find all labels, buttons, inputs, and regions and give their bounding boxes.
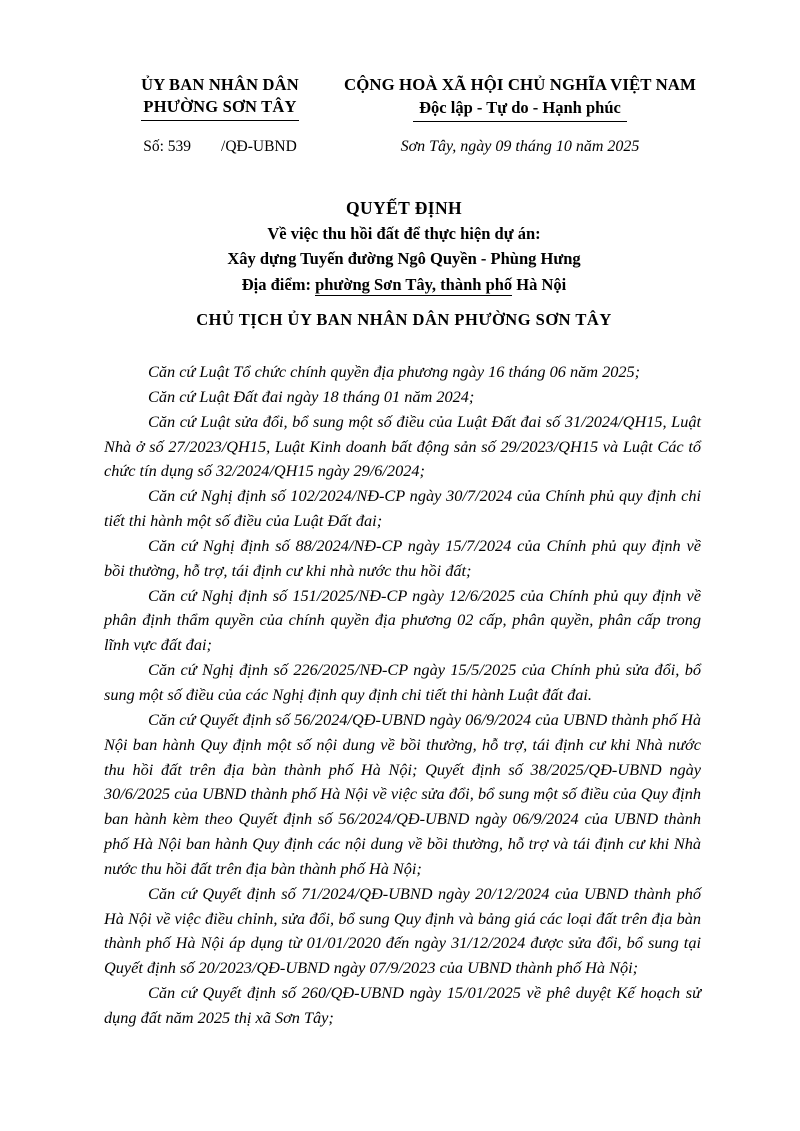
national-motto: Độc lập - Tự do - Hạnh phúc <box>413 97 627 122</box>
document-number-block <box>104 138 336 156</box>
issuing-authority-heading: CHỦ TỊCH ỦY BAN NHÂN DÂN PHƯỜNG SƠN TÂY <box>196 310 612 329</box>
legal-basis-paragraph: Căn cứ Quyết định số 56/2024/QĐ-UBND ngày 06/9/2024 của UBND thành phố Hà Nội ban hành Quy định một số nội dung về bồi thường, hỗ trợ, tái định cư khi Nhà nước thu hồi đất trên địa bàn thành phố Hà Nội; Quyết định số 38/2025/QĐ-UBND ngày 30/6/2025 của UBND thành phố Hà Nội về việc sửa đổi, bổ sung một số điều của Quy định ban hành kèm theo Quyết định số 56/2024/QĐ-UBND ngày 06/9/2024 của UBND thành phố Hà Nội ban hành Quy định các nội dung về bồi thường, hỗ trợ và tái định cư khi Nhà nước thu hồi đất trên địa bàn thành phố Hà Nội; <box>104 709 701 878</box>
issuer-line-2: PHƯỜNG SƠN TÂY <box>141 96 298 121</box>
legal-basis-paragraph: Căn cứ Luật Đất đai ngày 18 tháng 01 năm 2024; <box>148 386 475 406</box>
location-suffix: Hà Nội <box>512 274 567 294</box>
document-title-block <box>104 196 704 297</box>
issuer-line-1: ỦY BAN NHÂN DÂN <box>141 75 299 94</box>
location-prefix: Địa điểm: <box>241 274 316 294</box>
document-body <box>104 360 701 1031</box>
document-number-suffix: /QĐ-UBND <box>221 138 297 155</box>
number-and-date-row <box>104 138 704 156</box>
page-title: QUYẾT ĐỊNH <box>346 198 462 218</box>
national-heading-block <box>336 74 704 122</box>
legal-basis-paragraph: Căn cứ Quyết định số 260/QĐ-UBND ngày 15/01/2025 về phê duyệt Kế hoạch sử dụng đất năm 2025 thị xã Sơn Tây; <box>104 983 701 1027</box>
legal-basis-paragraph: Căn cứ Nghị định số 151/2025/NĐ-CP ngày 12/6/2025 của Chính phủ quy định về phân định thẩm quyền của chính quyền địa phương 02 cấp, phân quyền, phân cấp trong lĩnh vực đất đai; <box>104 585 701 655</box>
title-subtitle-3 <box>104 272 704 297</box>
document-header <box>104 74 704 122</box>
legal-basis-paragraph: Căn cứ Nghị định số 88/2024/NĐ-CP ngày 15/7/2024 của Chính phủ quy định về bồi thường, hỗ trợ, tái định cư khi nhà nước thu hồi đất; <box>104 535 701 580</box>
title-subtitle-1: Về việc thu hồi đất để thực hiện dự án: <box>267 224 541 244</box>
title-subtitle-2: Xây dựng Tuyến đường Ngô Quyền - Phùng Hưng <box>227 249 581 269</box>
legal-basis-paragraph: Căn cứ Luật sửa đổi, bổ sung một số điều của Luật Đất đai số 31/2024/QH15, Luật Nhà ở số 27/2023/QH15, Luật Kinh doanh bất động sản số 29/2023/QH15 và Luật Các tổ chức tín dụng số 32/2024/QH15 ngày 29/6/2024; <box>104 411 701 481</box>
legal-basis-paragraph: Căn cứ Luật Tổ chức chính quyền địa phương ngày 16 tháng 06 năm 2025; <box>148 362 641 381</box>
document-number: Số: 539 <box>143 138 192 155</box>
issuing-authority-block <box>104 74 336 121</box>
legal-basis-paragraph: Căn cứ Nghị định số 226/2025/NĐ-CP ngày 15/5/2025 của Chính phủ sửa đổi, bổ sung một số điều của các Nghị định quy định chi tiết thi hành Luật đất đai. <box>104 660 701 704</box>
location-underlined: phường Sơn Tây, thành phố <box>315 274 513 294</box>
national-title: CỘNG HOÀ XÃ HỘI CHỦ NGHĨA VIỆT NAM <box>344 75 696 94</box>
legal-basis-paragraph: Căn cứ Nghị định số 102/2024/NĐ-CP ngày 30/7/2024 của Chính phủ quy định chi tiết thi hành một số điều của Luật Đất đai; <box>104 486 701 531</box>
place-and-date: Sơn Tây, ngày 09 tháng 10 năm 2025 <box>400 138 640 155</box>
legal-basis-paragraph: Căn cứ Quyết định số 71/2024/QĐ-UBND ngày 20/12/2024 của UBND thành phố Hà Nội về việc điều chỉnh, sửa đổi, bổ sung Quy định và bảng giá các loại đất trên địa bàn thành phố Hà Nội áp dụng từ 01/01/2020 đến ngày 31/12/2024 được sửa đổi, bổ sung tại Quyết định số 20/2023/QĐ-UBND ngày 07/9/2023 của UBND thành phố Hà Nội; <box>104 883 701 978</box>
